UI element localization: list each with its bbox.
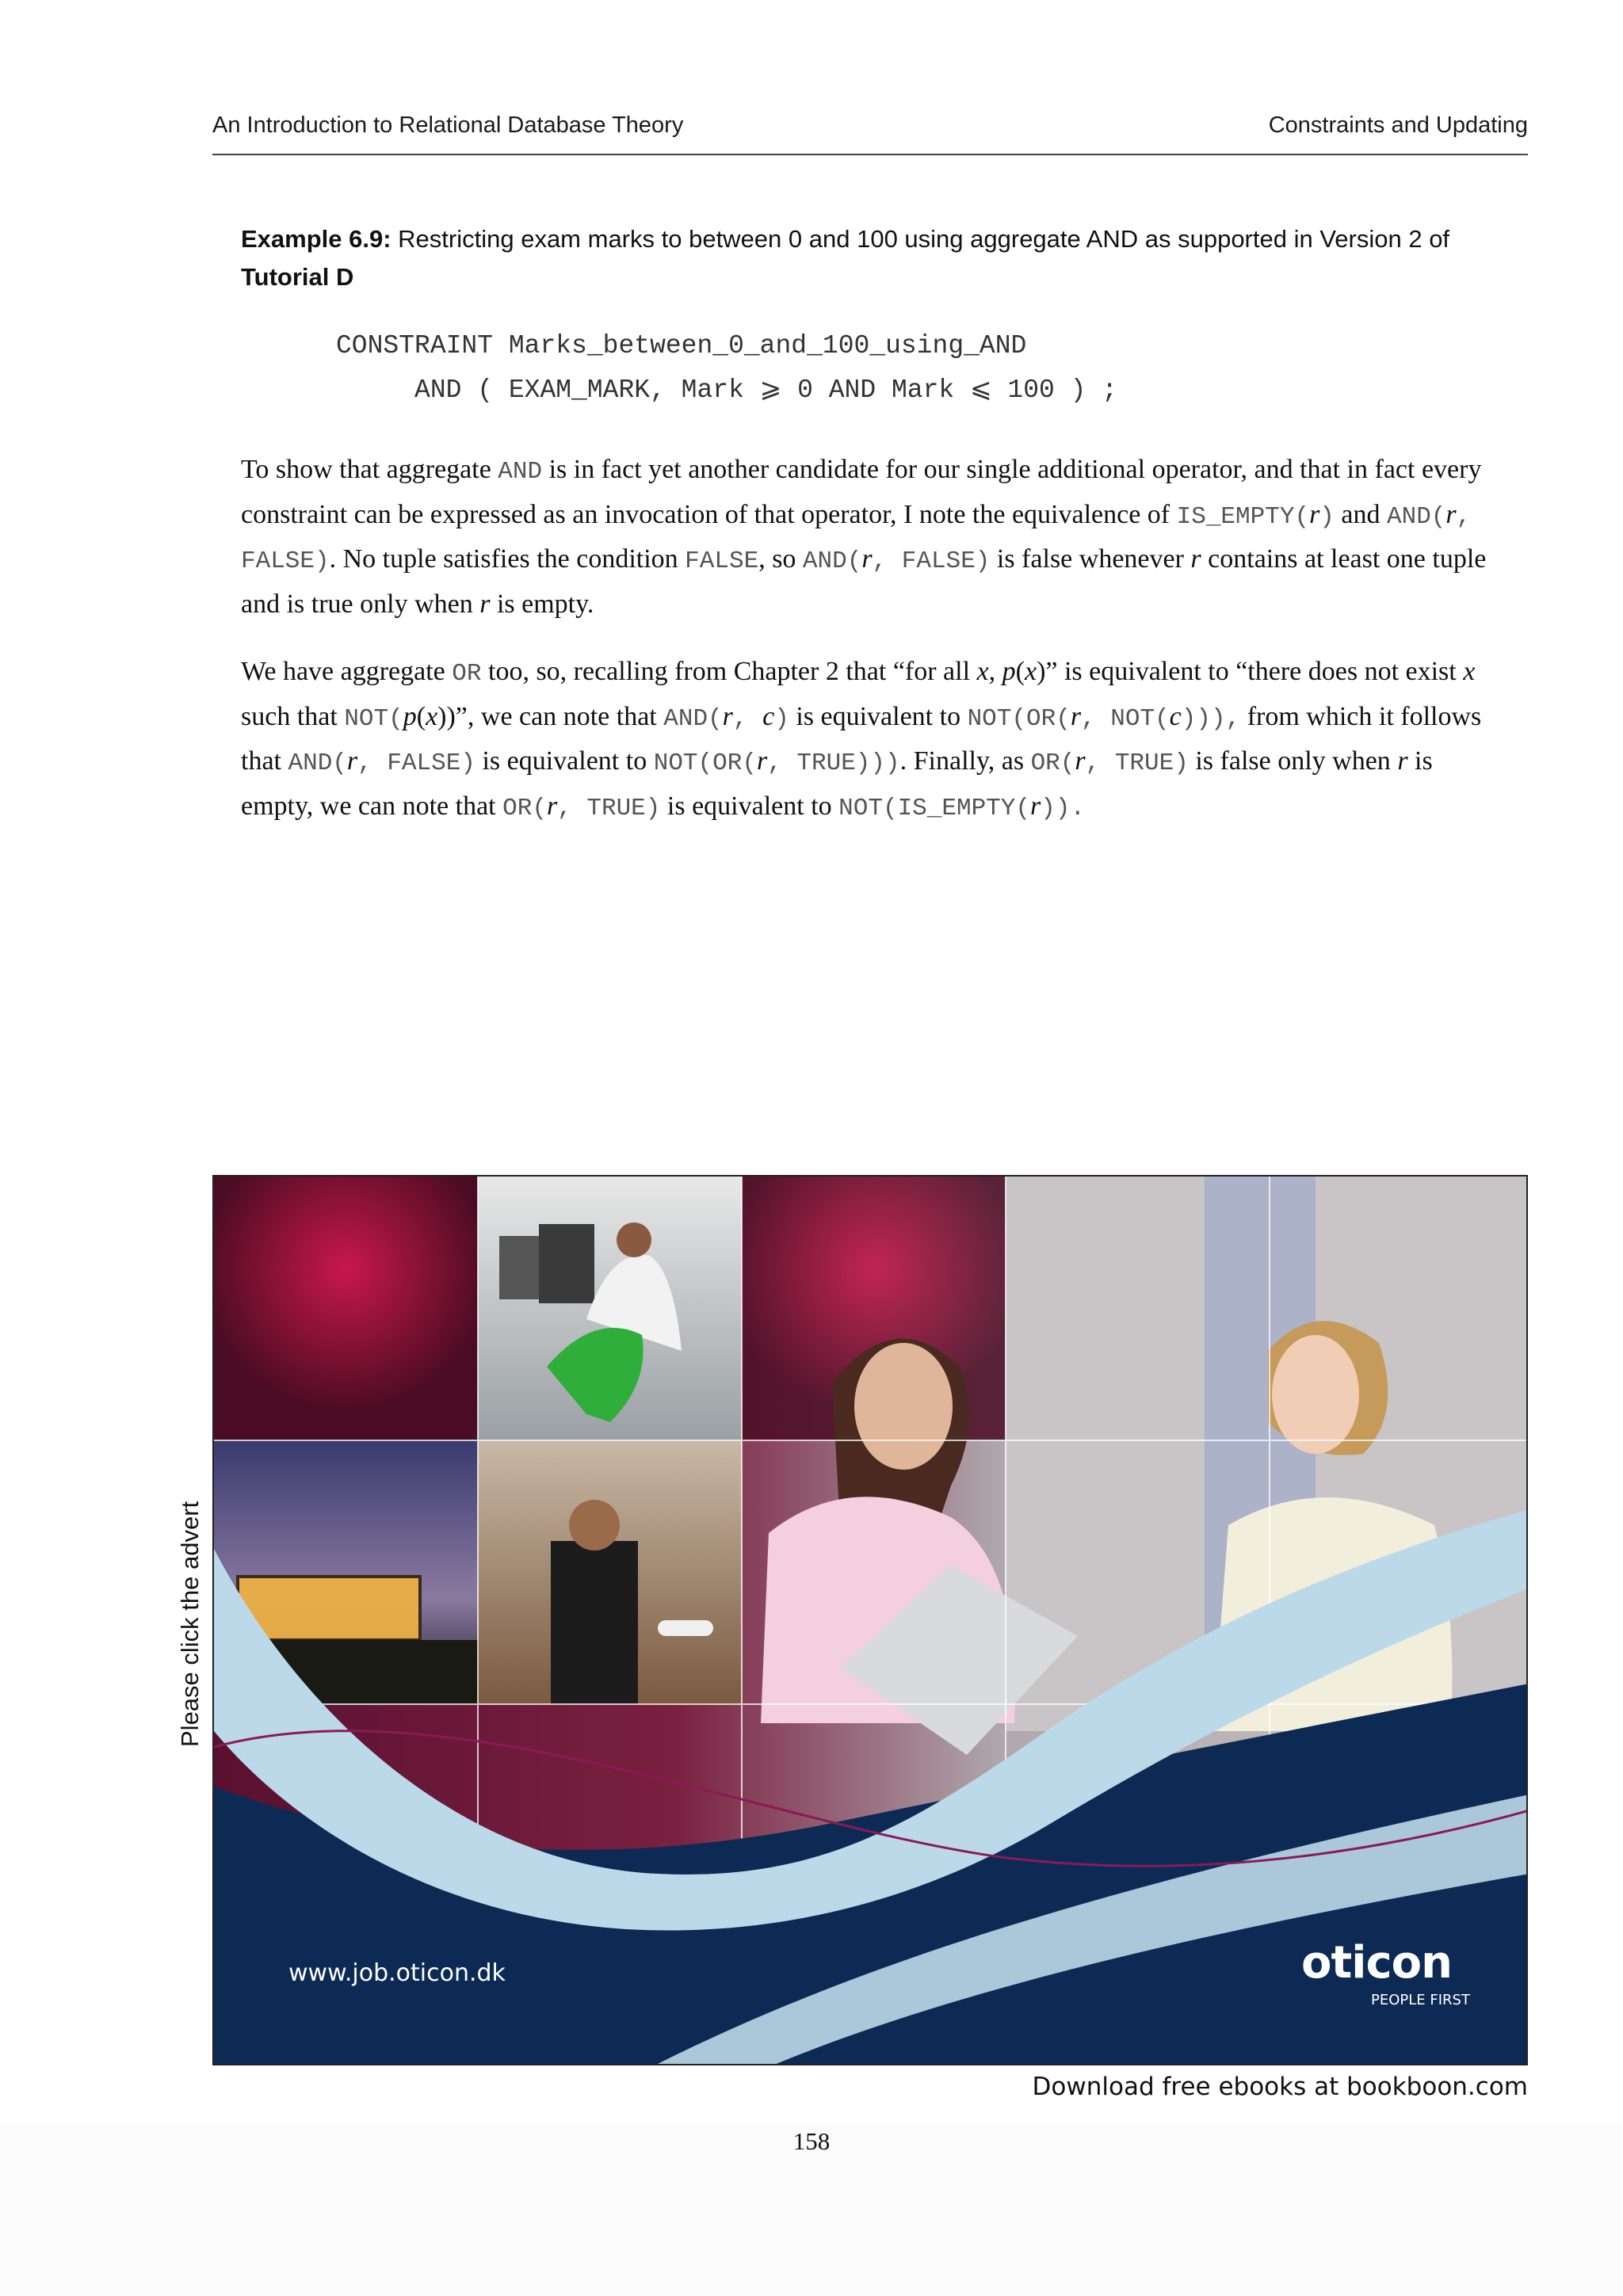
example-text: Restricting exam marks to between 0 and 100 using aggregate AND as supported in Version 2 of [391, 225, 1450, 253]
example-caption [241, 220, 1509, 296]
download-link[interactable]: Download free ebooks at bookboon.com [1032, 2073, 1528, 2101]
running-header [212, 109, 1528, 155]
chapter-title: Constraints and Updating [1268, 113, 1528, 138]
advert-image [214, 1177, 1528, 2065]
brand-tagline: PEOPLE FIRST [1371, 1992, 1470, 2008]
oticon-advert[interactable] [212, 1175, 1528, 2065]
code-line-2: AND ( EXAM_MARK, Mark ⩾ 0 AND Mark ⩽ 100 ) ; [336, 376, 1118, 405]
brand-logo: oticon [1301, 1937, 1452, 1989]
example-label: Example 6.9: [241, 225, 391, 253]
code-line-1: CONSTRAINT Marks_between_0_and_100_using_AND [336, 331, 1027, 360]
page-number: 158 [792, 2127, 831, 2155]
advert-url: www.job.oticon.dk [288, 1959, 506, 1987]
book-title: An Introduction to Relational Database Theory [212, 113, 684, 138]
advert-side-label: Please click the advert [176, 1501, 204, 1747]
paragraph-2: We have aggregate OR too, so, recalling from Chapter 2 that “for all x, p(x)” is equivalent to “there does not exist x such that NOT(p(x))”, we can note that AND(r, c) is equivalent to NOT(OR(r, NOT(c))), from which it follows that AND(r, FALSE) is equivalent to NOT(OR(r, TRUE))). Finally, as OR(r, TRUE) is false only when r is empty, we can note that OR(r, TRUE) is equivalent to NOT(IS_EMPTY(r)). [241, 657, 1482, 822]
paragraph-1: To show that aggregate AND is in fact yet another candidate for our single additional operator, and that in fact every constraint can be expressed as an invocation of that operator, I note the equivalence of IS_EMPTY(r) and AND(r, FALSE). No tuple satisfies the condition FALSE, so AND(r, FALSE) is false whenever r contains at least one tuple and is true only when r is empty. [241, 455, 1487, 619]
example-bold-tail: Tutorial D [241, 263, 354, 291]
